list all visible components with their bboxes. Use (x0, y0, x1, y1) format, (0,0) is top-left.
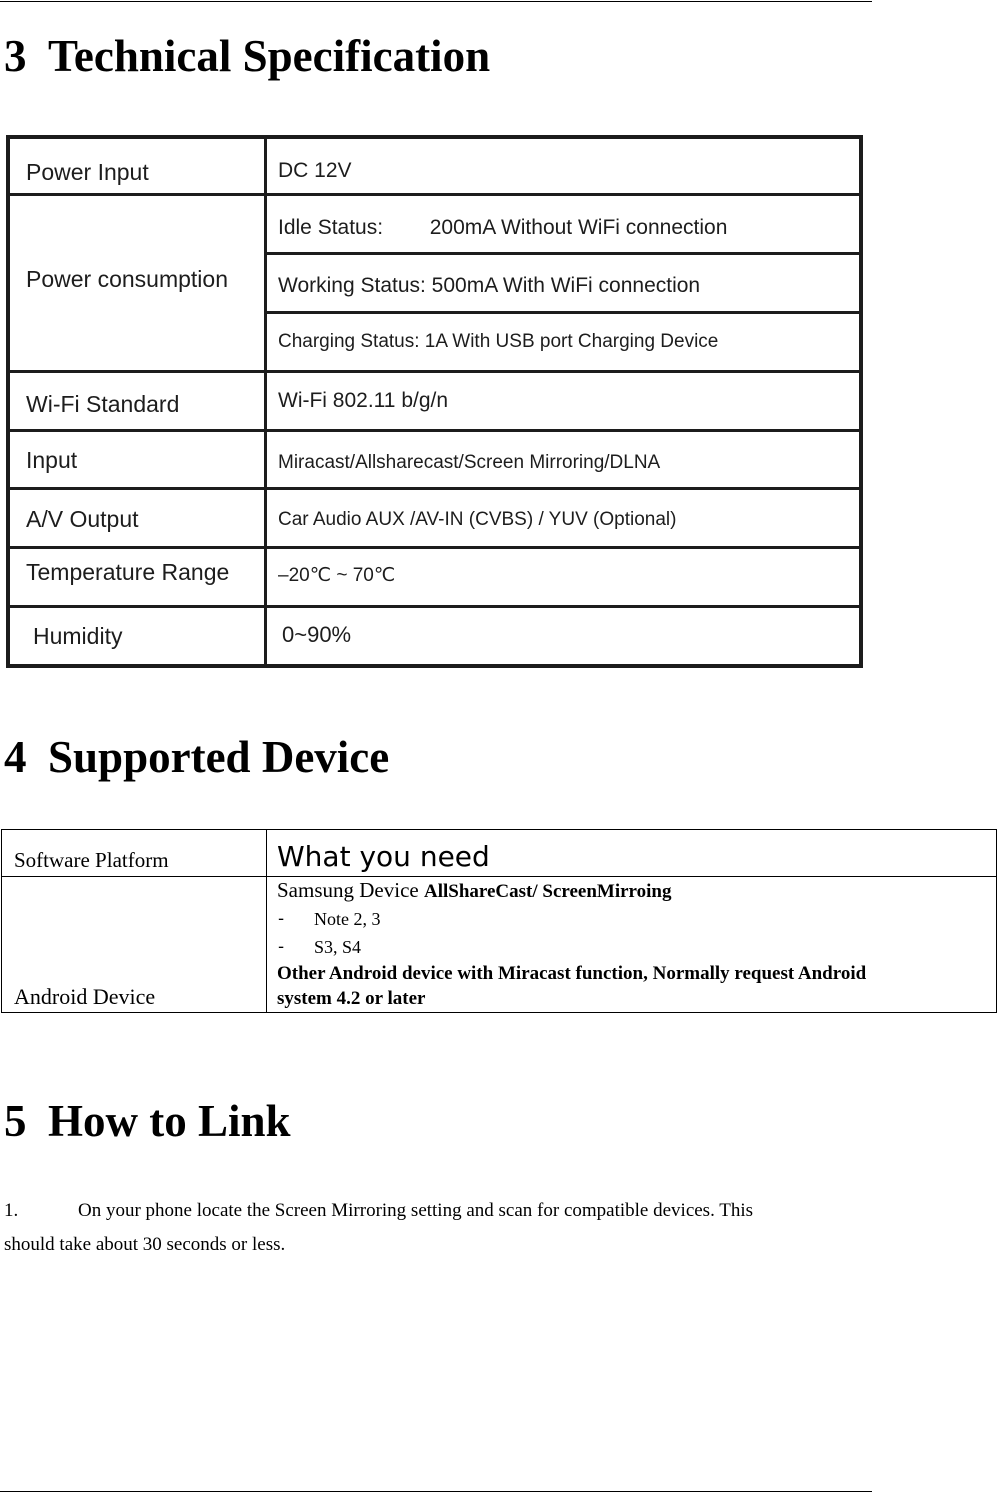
bullet-dash: - (278, 937, 285, 957)
spec-value-power-input: DC 12V (278, 159, 352, 182)
row-android-device: Android Device (14, 984, 156, 1009)
section-number: 5 (4, 1096, 27, 1146)
spec-value-temperature-range: –20℃ ~ 70℃ (278, 565, 396, 586)
spec-label-av-output: A/V Output (26, 506, 139, 532)
spec-value-av-output: Car Audio AUX /AV-IN (CVBS) / YUV (Optional) (278, 509, 677, 530)
spec-value-input: Miracast/Allsharecast/Screen Mirroring/DLNA (278, 452, 661, 473)
spec-value-idle-status: Idle Status: 200mA Without WiFi connection (278, 216, 728, 239)
spec-row-divider (6, 605, 863, 608)
step-1 (4, 1194, 753, 1261)
spec-row-divider (6, 429, 863, 432)
spec-label-humidity: Humidity (33, 623, 123, 649)
step-number: 1. (4, 1200, 19, 1221)
spec-value-working-status: Working Status: 500mA With WiFi connection (278, 274, 701, 297)
step-1-line-1 (4, 1194, 753, 1227)
section-title: Technical Specification (48, 31, 491, 81)
spec-row-divider (6, 370, 863, 373)
step-text: On your phone locate the Screen Mirroring setting and scan for compatible devices. This (78, 1200, 754, 1221)
spec-table-image (6, 135, 863, 668)
section-number: 4 (4, 732, 27, 782)
spec-row-divider (6, 487, 863, 490)
section-title: Supported Device (48, 732, 390, 782)
section-title: How to Link (48, 1096, 291, 1146)
samsung-feature-text: AllShareCast/ ScreenMirroing (423, 881, 672, 902)
section-5-heading (4, 1096, 291, 1146)
bottom-rule (0, 1491, 872, 1492)
spec-label-power-input: Power Input (26, 159, 149, 185)
spec-row-divider (6, 193, 863, 196)
spec-label-input: Input (26, 447, 78, 473)
other-android-line-1: Other Android device with Miracast function, Normally request Android (277, 963, 867, 984)
spec-value-wifi-standard: Wi-Fi 802.11 b/g/n (278, 389, 449, 412)
spec-row-divider (6, 546, 863, 549)
model-list-item: Note 2, 3 (314, 909, 381, 929)
header-what-you-need: What you need (277, 840, 490, 873)
bullet-dash: - (278, 909, 285, 929)
spec-subrow-divider (264, 311, 863, 314)
step-1-line-2: should take about 30 seconds or less. (4, 1234, 286, 1255)
spec-value-humidity: 0~90% (282, 622, 352, 647)
spec-label-wifi-standard: Wi-Fi Standard (26, 391, 180, 417)
samsung-device-line (277, 878, 672, 903)
section-4-heading (4, 732, 390, 782)
spec-label-power-consumption: Power consumption (26, 266, 228, 292)
spec-value-charging-status: Charging Status: 1A With USB port Charging Device (278, 331, 719, 352)
section-3-heading (4, 31, 491, 81)
spec-label-temperature-range: Temperature Range (26, 559, 230, 585)
model-list-item: S3, S4 (314, 937, 362, 957)
section-number: 3 (4, 31, 27, 81)
other-android-line-2: system 4.2 or later (277, 988, 426, 1009)
spec-subrow-divider (264, 252, 863, 255)
supported-device-table (1, 829, 997, 1013)
samsung-device-text: Samsung Device (277, 878, 424, 902)
top-rule (0, 1, 872, 2)
header-software-platform: Software Platform (14, 848, 169, 872)
spec-col-divider (264, 135, 267, 668)
